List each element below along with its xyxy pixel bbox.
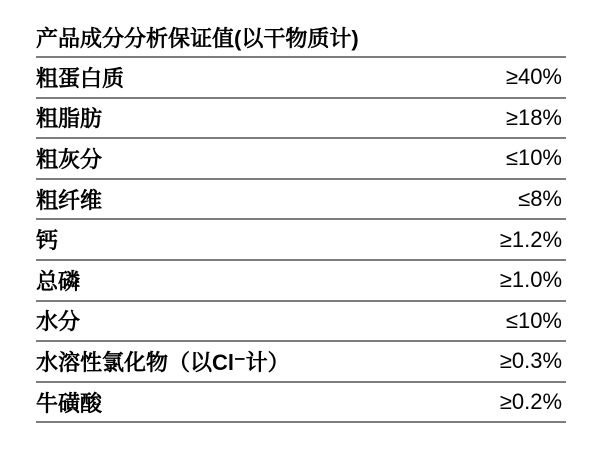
table-rows [36, 58, 566, 423]
row-label: 水分 [36, 309, 81, 335]
row-label: 水溶性氯化物（以Cl⁻计） [36, 349, 290, 375]
table-row [36, 261, 566, 302]
row-label: 总磷 [36, 268, 81, 294]
row-label: 钙 [36, 228, 59, 254]
row-value: ≥1.0% [499, 267, 562, 293]
table-row [36, 220, 566, 261]
table-row [36, 58, 566, 99]
row-value: ≥40% [505, 64, 562, 90]
row-value: ≥0.3% [499, 348, 562, 374]
table-title: 产品成分分析保证值(以干物质计) [36, 18, 566, 58]
row-value: ≤8% [518, 186, 562, 212]
row-value: ≥0.2% [499, 389, 562, 415]
row-value: ≥18% [505, 104, 562, 130]
row-value: ≤10% [505, 307, 562, 333]
table-row [36, 139, 566, 180]
table-row [36, 99, 566, 140]
row-label: 粗灰分 [36, 146, 103, 172]
table-row [36, 342, 566, 383]
table-row [36, 180, 566, 221]
row-label: 粗脂肪 [36, 106, 103, 132]
row-value: ≤10% [505, 145, 562, 171]
table-row [36, 383, 566, 424]
row-value: ≥1.2% [499, 226, 562, 252]
row-label: 粗蛋白质 [36, 65, 125, 91]
row-label: 牛磺酸 [36, 390, 103, 416]
guaranteed-analysis-table [36, 18, 566, 423]
table-row [36, 302, 566, 343]
row-label: 粗纤维 [36, 187, 103, 213]
